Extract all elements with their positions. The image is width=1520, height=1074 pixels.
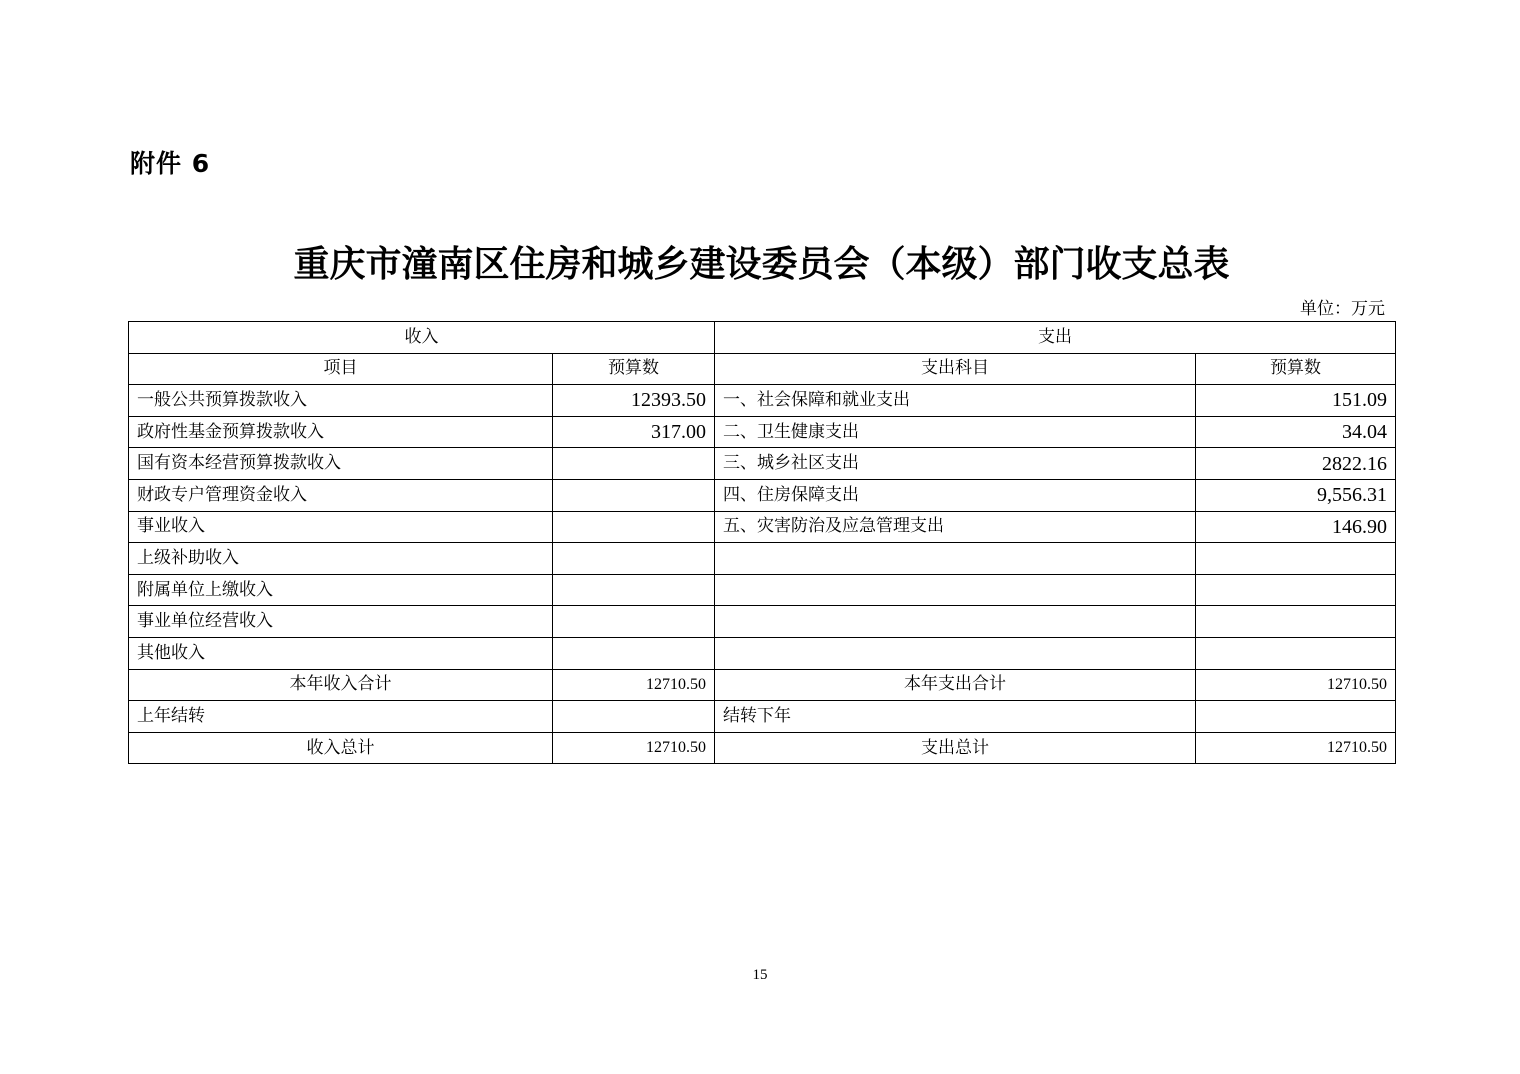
expense-amount: 146.90 [1196,511,1396,543]
expense-item [715,606,1196,638]
income-amount [553,574,715,606]
expense-amount: 9,556.31 [1196,479,1396,511]
income-amount [553,448,715,480]
subtotal-row [129,669,1396,701]
carry-to-next-year-amount [1196,701,1396,733]
table-row [129,637,1396,669]
expense-item: 三、城乡社区支出 [715,448,1196,480]
table-row [129,574,1396,606]
income-header: 收入 [129,322,715,354]
income-item: 财政专户管理资金收入 [129,479,553,511]
income-amount [553,479,715,511]
expense-header: 支出 [715,322,1396,354]
expense-amount: 34.04 [1196,416,1396,448]
income-total-label: 收入总计 [129,732,553,764]
income-item: 附属单位上缴收入 [129,574,553,606]
income-amount [553,511,715,543]
page-title: 重庆市潼南区住房和城乡建设委员会（本级）部门收支总表 [293,244,1230,285]
prior-year-carryover-amount [553,701,715,733]
column-header-item: 项目 [129,353,553,385]
income-amount: 317.00 [553,416,715,448]
income-item: 一般公共预算拨款收入 [129,385,553,417]
expense-amount: 2822.16 [1196,448,1396,480]
table-row [129,385,1396,417]
income-subtotal-amount: 12710.50 [553,669,715,701]
income-item: 其他收入 [129,637,553,669]
table-row [129,511,1396,543]
income-amount [553,606,715,638]
expense-total-amount: 12710.50 [1196,732,1396,764]
income-item: 事业单位经营收入 [129,606,553,638]
expense-item: 四、住房保障支出 [715,479,1196,511]
unit-label: 单位：万元 [1300,299,1385,319]
expense-item: 五、灾害防治及应急管理支出 [715,511,1196,543]
column-header-expense-category: 支出科目 [715,353,1196,385]
income-item: 政府性基金预算拨款收入 [129,416,553,448]
expense-amount [1196,574,1396,606]
table-row [129,606,1396,638]
income-amount [553,637,715,669]
expense-amount [1196,637,1396,669]
expense-item [715,637,1196,669]
expense-amount: 151.09 [1196,385,1396,417]
expense-item: 一、社会保障和就业支出 [715,385,1196,417]
budget-summary-table [128,321,1396,764]
carryover-row [129,701,1396,733]
column-header-row [129,353,1396,385]
expense-amount [1196,543,1396,575]
column-header-expense-budget: 预算数 [1196,353,1396,385]
expense-item: 二、卫生健康支出 [715,416,1196,448]
expense-total-label: 支出总计 [715,732,1196,764]
income-amount: 12393.50 [553,385,715,417]
income-subtotal-label: 本年收入合计 [129,669,553,701]
table-row [129,448,1396,480]
prior-year-carryover-label: 上年结转 [129,701,553,733]
total-row [129,732,1396,764]
expense-amount [1196,606,1396,638]
expense-subtotal-label: 本年支出合计 [715,669,1196,701]
expense-item [715,574,1196,606]
page-number: 15 [752,967,768,983]
table-row [129,543,1396,575]
attachment-label: 附件 6 [130,149,211,178]
income-amount [553,543,715,575]
income-item: 上级补助收入 [129,543,553,575]
expense-item [715,543,1196,575]
column-header-income-budget: 预算数 [553,353,715,385]
table-row [129,416,1396,448]
income-item: 国有资本经营预算拨款收入 [129,448,553,480]
income-total-amount: 12710.50 [553,732,715,764]
table-row [129,479,1396,511]
carry-to-next-year-label: 结转下年 [715,701,1196,733]
expense-subtotal-amount: 12710.50 [1196,669,1396,701]
income-item: 事业收入 [129,511,553,543]
section-header-row [129,322,1396,354]
